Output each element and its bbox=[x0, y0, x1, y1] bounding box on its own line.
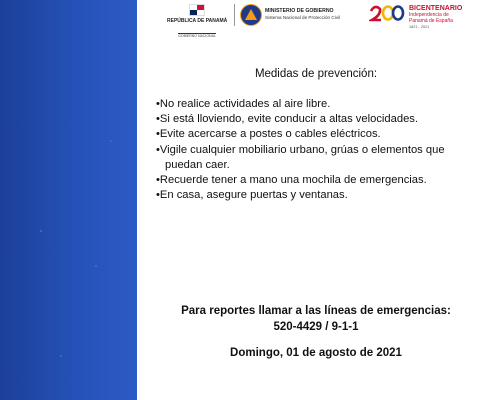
measure-item: •Recuerde tener a mano una mochila de emergencias. bbox=[156, 174, 427, 187]
bicentenario-subtitle1: Independencia de bbox=[409, 12, 449, 18]
reports-phone-numbers: 520-4429 / 9-1-1 bbox=[273, 321, 359, 333]
band-speck bbox=[60, 355, 62, 357]
band-speck bbox=[40, 230, 42, 232]
logo-bicentenario bbox=[369, 1, 494, 31]
bicentenario-subtitle2: Panamá de España bbox=[409, 17, 453, 24]
panama-flag-icon bbox=[189, 4, 205, 16]
logo-panama-line2: GOBIERNO NACIONAL bbox=[178, 34, 216, 38]
blue-side-band bbox=[0, 0, 137, 400]
bicentenario-title: BICENTENARIO bbox=[409, 5, 463, 12]
logo-republica-panama bbox=[167, 4, 228, 38]
logo-divider bbox=[234, 4, 235, 26]
bicentenario-years: 1821 - 2021 bbox=[409, 25, 430, 29]
logo-sinaproc-line2: Sistema Nacional de Protección Civil bbox=[265, 15, 341, 20]
measures-title: Medidas de prevención: bbox=[254, 68, 378, 80]
bicentenario-subtitle bbox=[409, 13, 453, 24]
measure-item: •No realice actividades al aire libre. bbox=[156, 98, 331, 110]
measures-list bbox=[156, 97, 486, 203]
logo-sinaproc-line1: MINISTERIO DE GOBIERNO bbox=[265, 8, 334, 14]
measure-item: •Vigile cualquier mobiliario urbano, grúas o elementos que bbox=[156, 143, 445, 156]
measure-item: •Evite acercarse a postes o cables eléctricos. bbox=[156, 128, 381, 141]
logo-panama-line1: REPÚBLICA DE PANAMÁ bbox=[167, 18, 228, 24]
emergency-reports bbox=[137, 303, 495, 335]
band-speck bbox=[110, 140, 112, 142]
sinaproc-emblem-icon bbox=[240, 4, 262, 26]
measure-item: •En casa, asegure puertas y ventanas. bbox=[156, 189, 348, 202]
reports-line1: Para reportes llamar a las líneas de emergencias: bbox=[181, 305, 451, 317]
bicentenario-200-icon bbox=[369, 3, 405, 23]
logo-sinaproc bbox=[240, 3, 350, 27]
measure-item-continuation: puedan caer. bbox=[165, 158, 230, 171]
bulletin-date: Domingo, 01 de agosto de 2021 bbox=[230, 347, 402, 359]
header-logos bbox=[137, 0, 495, 38]
measure-item: •Si está lloviendo, evite conducir a altas velocidades. bbox=[156, 113, 418, 126]
band-speck bbox=[95, 265, 97, 267]
